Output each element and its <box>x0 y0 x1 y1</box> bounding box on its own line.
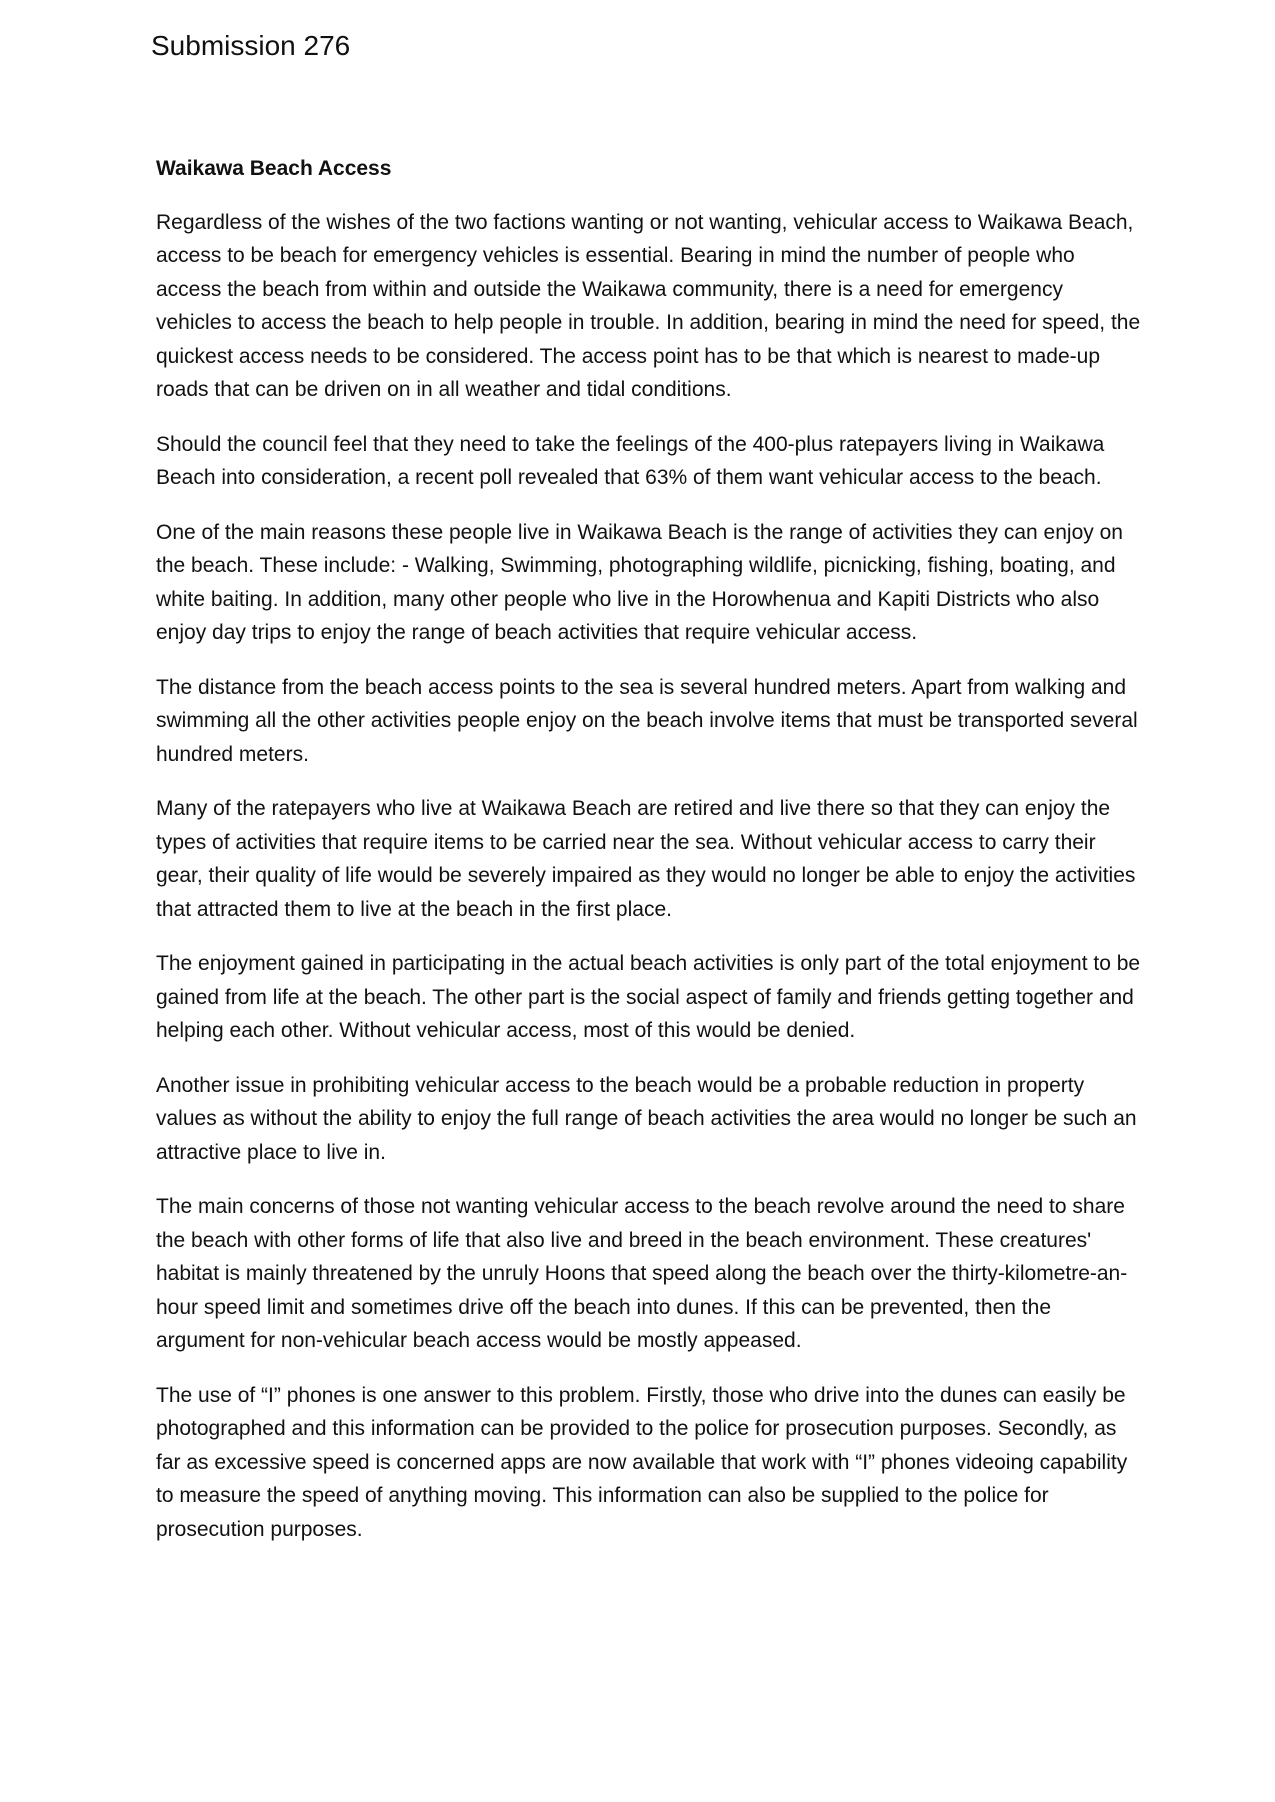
paragraph-beach-activities: One of the main reasons these people live in Waikawa Beach is the range of activities they can enjoy on the beach. These include: - Walking, Swimming, photographing wildlife, picnicking, fishing, boating, and white baiting. In addition, many other people who live in the Horowhenua and Kapiti Districts who also enjoy day trips to enjoy the range of beach activities that require vehicular access. <box>156 520 1123 644</box>
paragraph-property-values: Another issue in prohibiting vehicular access to the beach would be a probable reduction in property values as without the ability to enjoy the full range of beach activities the area would no longer be such an attractive place to live in. <box>156 1073 1137 1164</box>
paragraph-emergency-access: Regardless of the wishes of the two factions wanting or not wanting, vehicular access to Waikawa Beach, access to be beach for emergency vehicles is essential. Bearing in mind the number of people who access the beach from within and outside the Waikawa community, there is a need for emergency vehicles to access the beach to help people in trouble. In addition, bearing in mind the need for speed, the quickest access needs to be considered. The access point has to be that which is nearest to made-up roads that can be driven on in all weather and tidal conditions. <box>156 210 1141 401</box>
paragraph-ratepayer-poll: Should the council feel that they need to take the feelings of the 400-plus ratepayers living in Waikawa Beach into consideration, a recent poll revealed that 63% of them want vehicular access to the beach. <box>156 432 1105 489</box>
paragraph-access-distance: The distance from the beach access points to the sea is several hundred meters. Apart from walking and swimming all the other activities people enjoy on the beach involve items that must be transported several hundred meters. <box>156 675 1138 766</box>
paragraph-iphone-solution: The use of “I” phones is one answer to this problem. Firstly, those who drive into the dunes can easily be photographed and this information can be provided to the police for prosecution purposes. Secondly, as far as excessive speed is concerned apps are now available that work with “I” phones videoing capability to measure the speed of anything moving. This information can also be supplied to the police for prosecution purposes. <box>156 1383 1128 1541</box>
document-title: Waikawa Beach Access <box>156 157 392 180</box>
paragraph-retired-ratepayers: Many of the ratepayers who live at Waikawa Beach are retired and live there so that they can enjoy the types of activities that require items to be carried near the sea. Without vehicular access to carry their gear, their quality of life would be severely impaired as they would no longer be able to enjoy the activities that attracted them to live at the beach in the first place. <box>156 797 1136 921</box>
document-body <box>156 152 1141 1567</box>
submission-label: Submission 276 <box>151 30 351 61</box>
paragraph-social-aspect: The enjoyment gained in participating in the actual beach activities is only part of the total enjoyment to be gained from life at the beach. The other part is the social aspect of family and friends getting together and helping each other. Without vehicular access, most of this would be denied. <box>156 952 1141 1042</box>
paragraph-wildlife-concerns: The main concerns of those not wanting vehicular access to the beach revolve around the need to share the beach with other forms of life that also live and breed in the beach environment. These creatures' habitat is mainly threatened by the unruly Hoons that speed along the beach over the thirty-kilometre-an-hour speed limit and sometimes drive off the beach into dunes. If this can be prevented, then the argument for non-vehicular beach access would be mostly appeased. <box>156 1195 1128 1352</box>
